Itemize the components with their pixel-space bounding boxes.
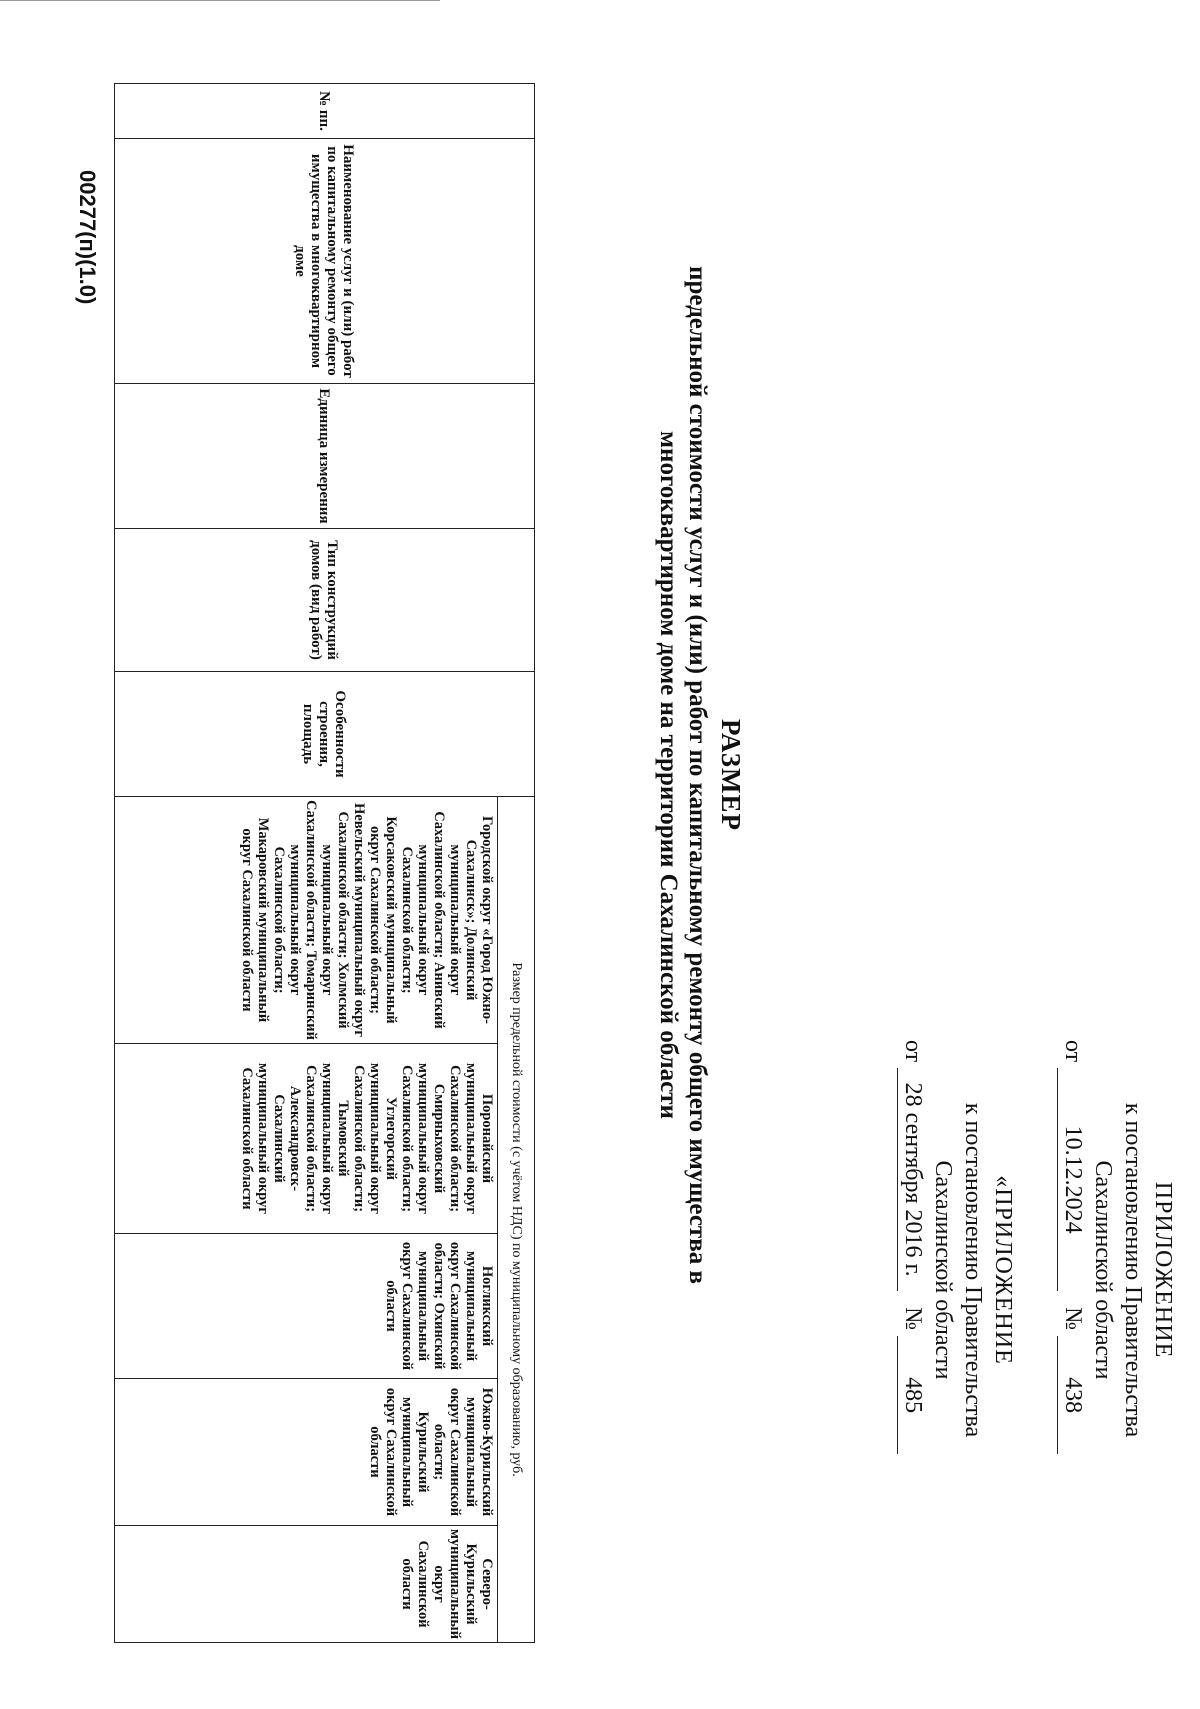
appendix-number: 438 [1057,1336,1088,1454]
price-table [114,83,535,1643]
appendix-line1: к постановлению Правительства [1120,1102,1146,1438]
orig-appendix-title: «ПРИЛОЖЕНИЕ [990,1175,1016,1365]
orig-appendix-line2: Сахалинской области [930,1160,956,1380]
orig-appendix-date: 28 сентября 2016 г. [897,1068,928,1291]
document-code: 00277(п)(1.0) [75,170,100,305]
col-header-municipality-5: Северо-Курильский муниципальный округ Сахалинской области [115,1526,498,1643]
title-line2: предельной стоимости услуг и (или) работ по капитальному ремонту общего имущества в [684,266,711,1284]
col-header-features: Особенности строения, площадь [115,672,535,797]
col-group-header: Размер предельной стоимости (с учётом НДС) по муниципальному образованию, руб. [497,797,534,1643]
col-header-unit: Единица измерения [115,384,535,529]
col-header-municipality-2: Поронайский муниципальный округ Сахалинской области; Смирныховский муниципальный округ Сахалинской области; Углегорский муниципальный округ Сахалинской области; Тымовский муниципальный округ Сахалинской области; Александровск-Сахалинский муниципальный округ Сахалинской области [115,1044,498,1234]
appendix-date-prefix: от [1060,1040,1086,1063]
col-header-municipality-3: Ногликский муниципальный округ Сахалинской области; Охинский муниципальный округ Сахалинской области [115,1234,498,1379]
orig-appendix-number: 485 [897,1336,928,1454]
title-line3: многоквартирном доме на территории Сахалинской области [655,431,682,1119]
title-size: РАЗМЕР [716,718,746,832]
appendix-block [1057,1040,1178,1500]
col-header-type: Тип конструкций домов (вид работ) [115,529,535,672]
appendix-num-prefix: № [1060,1307,1086,1331]
col-header-municipality-4: Южно-Курильский муниципальный округ Сахалинской области; Курильский муниципальный округ Сахалинской области [115,1379,498,1526]
document-title [654,200,745,1350]
col-header-no: № пп. [115,84,535,139]
appendix-date: 10.12.2024 [1057,1068,1088,1291]
appendix-line2: Сахалинской области [1090,1160,1116,1380]
orig-appendix-block [897,1040,1018,1500]
appendix-title: ПРИЛОЖЕНИЕ [1150,1181,1176,1359]
col-header-municipality-1: Городской округ «Город Южно-Сахалинск»; Долинский муниципальный округ Сахалинской области; Анивский муниципальный округ Сахалинской области; Корсаковский муниципальный округ Сахалинской области; Невельский муниципальный округ Сахалинской области; Холмский муниципальный округ Сахалинской области; Томаринский муниципальный округ Сахалинской области; Макаровский муниципальный округ Сахалинской области [115,797,498,1044]
orig-appendix-line1: к постановлению Правительства [960,1102,986,1438]
orig-appendix-date-prefix: от [900,1040,926,1063]
col-header-name: Наименование услуг и (или) работ по капитальному ремонту общего имущества в многоквартирном доме [115,139,535,384]
orig-appendix-num-prefix: № [900,1307,926,1331]
